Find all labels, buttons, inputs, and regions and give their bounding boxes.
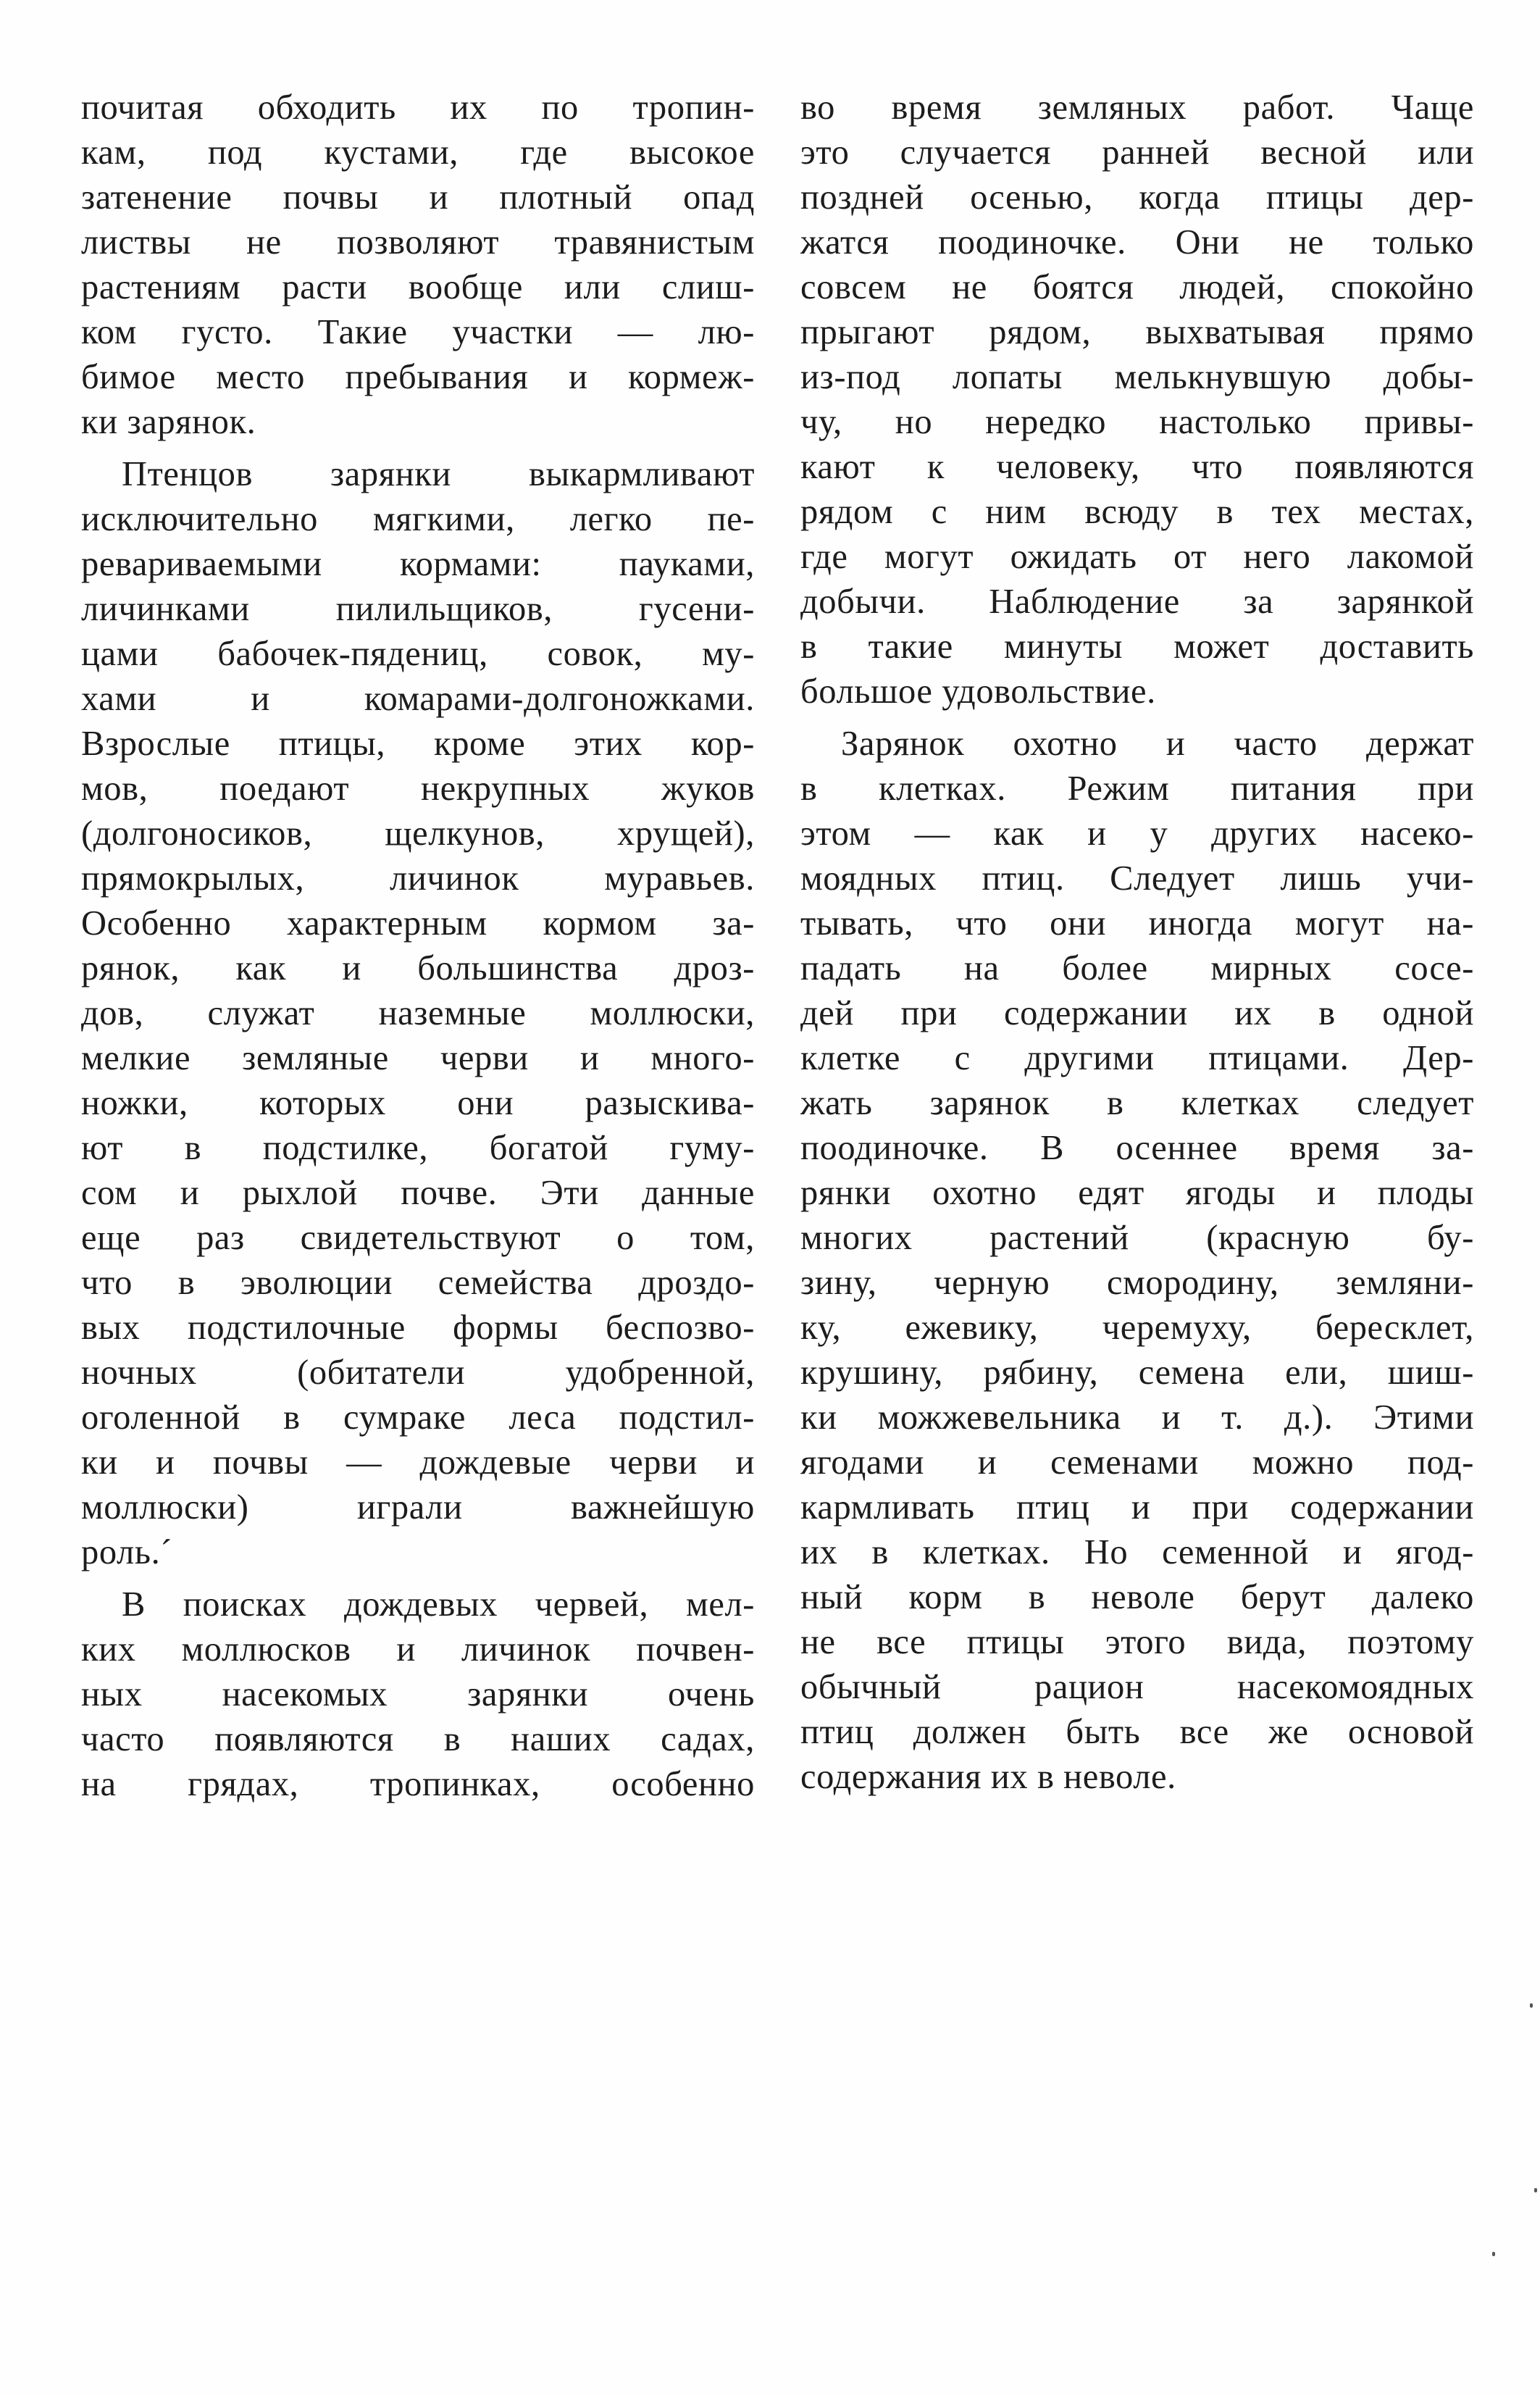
text-line: ких моллюсков и личинок почвен- bbox=[81, 1630, 755, 1669]
text-line: рянок, как и большинства дроз- bbox=[81, 949, 755, 988]
text-line: исключительно мягкими, легко пе- bbox=[81, 500, 755, 538]
text-line: листвы не позволяют травянистым bbox=[81, 223, 755, 262]
scan-speck bbox=[1492, 2252, 1495, 2256]
text-line: кармливать птиц и при содержании bbox=[800, 1488, 1474, 1527]
text-line: Взрослые птицы, кроме этих кор- bbox=[81, 725, 755, 763]
text-line: ягодами и семенами можно под- bbox=[800, 1443, 1474, 1482]
text-line: из-под лопаты мелькнувшую добы- bbox=[800, 358, 1474, 396]
text-line: чу, но нередко настолько привы- bbox=[800, 403, 1474, 441]
text-line: цами бабочек-пядениц, совок, му- bbox=[81, 635, 755, 673]
text-line: птиц должен быть все же основой bbox=[800, 1713, 1474, 1751]
text-line: прыгают рядом, выхватывая прямо bbox=[800, 313, 1474, 351]
text-line: обычный рацион насекомоядных bbox=[800, 1668, 1474, 1706]
text-line: жать зарянок в клетках следует bbox=[800, 1084, 1474, 1122]
text-line: Птенцов зарянки выкармливают bbox=[122, 455, 755, 493]
text-line: ки можжевельника и т. д.). Этими bbox=[800, 1398, 1474, 1437]
text-line: еще раз свидетельствуют о том, bbox=[81, 1219, 755, 1257]
text-line: ных насекомых зарянки очень bbox=[81, 1675, 755, 1713]
paragraph bbox=[81, 1582, 755, 1807]
text-line: растениям расти вообще или слиш- bbox=[81, 268, 755, 306]
text-line: содержания их в неволе. bbox=[800, 1758, 1176, 1796]
text-line: во время земляных работ. Чаще bbox=[800, 88, 1474, 127]
text-line: моядных птиц. Следует лишь учи- bbox=[800, 859, 1474, 898]
text-line: Особенно характерным кормом за- bbox=[81, 904, 755, 943]
text-line: многих растений (красную бу- bbox=[800, 1219, 1474, 1257]
text-line: не все птицы этого вида, поэтому bbox=[800, 1623, 1474, 1661]
text-line: клетке с другими птицами. Дер- bbox=[800, 1039, 1474, 1077]
text-line: этом — как и у других насеко- bbox=[800, 814, 1474, 853]
paragraph bbox=[800, 85, 1474, 714]
text-line: хами и комарами-долгоножками. bbox=[81, 680, 755, 718]
text-line: поздней осенью, когда птицы дер- bbox=[800, 178, 1474, 217]
text-line: затенение почвы и плотный опад bbox=[81, 178, 755, 217]
text-line: В поисках дождевых червей, мел- bbox=[122, 1585, 755, 1624]
text-line: мов, поедают некрупных жуков bbox=[81, 769, 755, 808]
text-line: большое удовольствие. bbox=[800, 672, 1156, 711]
text-line: моллюски) играли важнейшую bbox=[81, 1488, 755, 1527]
text-line: в такие минуты может доставить bbox=[800, 627, 1474, 666]
text-line: зину, черную смородину, земляни- bbox=[800, 1264, 1474, 1302]
left-column bbox=[81, 85, 755, 1807]
text-line: ный корм в неволе берут далеко bbox=[800, 1578, 1474, 1616]
paragraph bbox=[800, 722, 1474, 1800]
text-line: прямокрылых, личинок муравьев. bbox=[81, 859, 755, 898]
text-line: в клетках. Режим питания при bbox=[800, 769, 1474, 808]
text-line: сом и рыхлой почве. Эти данные bbox=[81, 1174, 755, 1212]
text-line: их в клетках. Но семенной и ягод- bbox=[800, 1533, 1474, 1571]
text-line: крушину, рябину, семена ели, шиш- bbox=[800, 1353, 1474, 1392]
text-line: рянки охотно едят ягоды и плоды bbox=[800, 1174, 1474, 1212]
text-line: оголенной в сумраке леса подстил- bbox=[81, 1398, 755, 1437]
text-line: вых подстилочные формы беспозво- bbox=[81, 1308, 755, 1347]
text-line: кают к человеку, что появляются bbox=[800, 448, 1474, 486]
text-line: жатся поодиночке. Они не только bbox=[800, 223, 1474, 262]
text-line: ют в подстилке, богатой гуму- bbox=[81, 1129, 755, 1167]
text-line: бимое место пребывания и кормеж- bbox=[81, 358, 755, 396]
paragraph bbox=[81, 85, 755, 445]
text-line: Зарянок охотно и часто держат bbox=[841, 725, 1474, 763]
text-line: ком густо. Такие участки — лю- bbox=[81, 313, 755, 351]
text-line: что в эволюции семейства дроздо- bbox=[81, 1264, 755, 1302]
text-line: ки и почвы — дождевые черви и bbox=[81, 1443, 755, 1482]
scan-speck bbox=[1530, 2003, 1533, 2008]
text-line: падать на более мирных сосе- bbox=[800, 949, 1474, 988]
text-line: дей при содержании их в одной bbox=[800, 994, 1474, 1032]
text-line: кам, под кустами, где высокое bbox=[81, 133, 755, 172]
text-line: где могут ожидать от него лакомой bbox=[800, 538, 1474, 576]
text-line: часто появляются в наших садах, bbox=[81, 1720, 755, 1758]
text-line: ножки, которых они разыскива- bbox=[81, 1084, 755, 1122]
text-line: (долгоносиков, щелкунов, хрущей), bbox=[81, 814, 755, 853]
text-line: поодиночке. В осеннее время за- bbox=[800, 1129, 1474, 1167]
text-line: ки зарянок. bbox=[81, 403, 256, 441]
text-line: личинками пилильщиков, гусени- bbox=[81, 590, 755, 628]
paragraph bbox=[81, 452, 755, 1575]
text-line: ночных (обитатели удобренной, bbox=[81, 1353, 755, 1392]
right-column bbox=[800, 85, 1474, 1800]
text-line: совсем не боятся людей, спокойно bbox=[800, 268, 1474, 306]
text-line: на грядах, тропинках, особенно bbox=[81, 1765, 755, 1803]
text-line: ревариваемыми кормами: пауками, bbox=[81, 545, 755, 583]
text-line: рядом с ним всюду в тех местах, bbox=[800, 493, 1474, 531]
scan-speck bbox=[1534, 2188, 1537, 2192]
text-line: дов, служат наземные моллюски, bbox=[81, 994, 755, 1032]
text-line: почитая обходить их по тропин- bbox=[81, 88, 755, 127]
text-line: роль.ˊ bbox=[81, 1533, 173, 1571]
text-line: добычи. Наблюдение за зарянкой bbox=[800, 583, 1474, 621]
text-line: тывать, что они иногда могут на- bbox=[800, 904, 1474, 943]
text-line: ку, ежевику, черемуху, бересклет, bbox=[800, 1308, 1474, 1347]
text-line: это случается ранней весной или bbox=[800, 133, 1474, 172]
text-line: мелкие земляные черви и много- bbox=[81, 1039, 755, 1077]
